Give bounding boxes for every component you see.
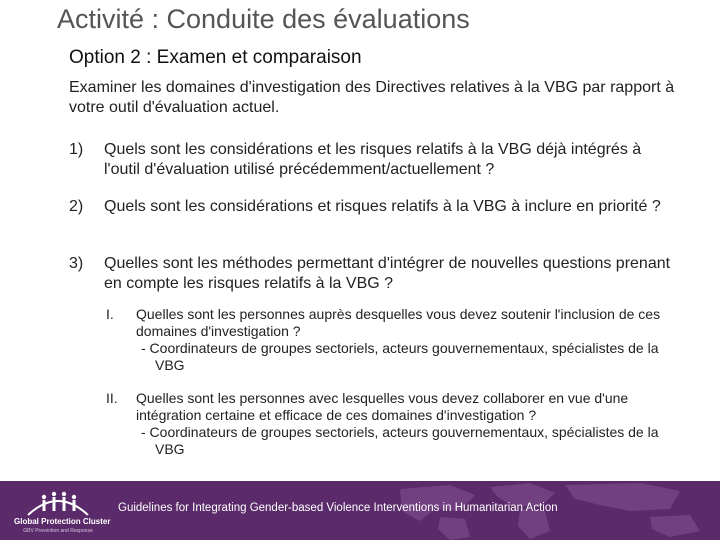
subquestion-answer: - Coordinateurs de groupes sectoriels, acteurs gouvernementaux, spécialistes de la VBG	[141, 340, 659, 373]
subquestion-item	[106, 306, 666, 374]
intro-text: Examiner les domaines d'investigation des Directives relatives à la VBG par rapport à votre outil d'évaluation actuel.	[69, 79, 675, 116]
question-item	[69, 140, 679, 180]
footer-bar	[0, 481, 720, 540]
subquestion-text: Quelles sont les personnes avec lesquelles vous devez collaborer en vue d'une intégration certaine et efficace de ces domaines d'investigation ?	[136, 390, 629, 423]
question-text: Quels sont les considérations et risques relatifs à la VBG à inclure en priorité ?	[104, 198, 661, 215]
subquestion-text: Quelles sont les personnes auprès desquelles vous devez soutenir l'inclusion de ces domaines d'investigation ?	[136, 306, 661, 339]
question-text: Quelles sont les méthodes permettant d'intégrer de nouvelles questions prenant en compte les risques relatifs à la VBG ?	[104, 255, 671, 292]
subquestion-item	[106, 390, 666, 458]
question-item	[69, 197, 679, 217]
footer-text: Guidelines for Integrating Gender-based Violence Interventions in Humanitarian Action	[118, 502, 558, 514]
question-text: Quels sont les considérations et les risques relatifs à la VBG déjà intégrés à l'outil d'évaluation utilisé précédemment/actuellement ?	[104, 141, 642, 178]
logo-subtitle: GBV Prevention and Response	[23, 528, 93, 534]
question-number: 1)	[69, 141, 84, 158]
people-logo-icon	[14, 487, 102, 517]
question-item	[69, 254, 679, 294]
gpc-logo	[14, 487, 111, 537]
question-number: 2)	[69, 198, 84, 215]
subquestion-numeral: II.	[106, 390, 118, 406]
question-number: 3)	[69, 255, 84, 272]
slide-title: Activité : Conduite des évaluations	[57, 4, 470, 34]
logo-name: Global Protection Cluster	[14, 517, 111, 526]
subquestion-numeral: I.	[106, 306, 114, 322]
slide-subtitle: Option 2 : Examen et comparaison	[69, 47, 362, 68]
subquestion-answer: - Coordinateurs de groupes sectoriels, acteurs gouvernementaux, spécialistes de la VBG	[141, 424, 659, 457]
